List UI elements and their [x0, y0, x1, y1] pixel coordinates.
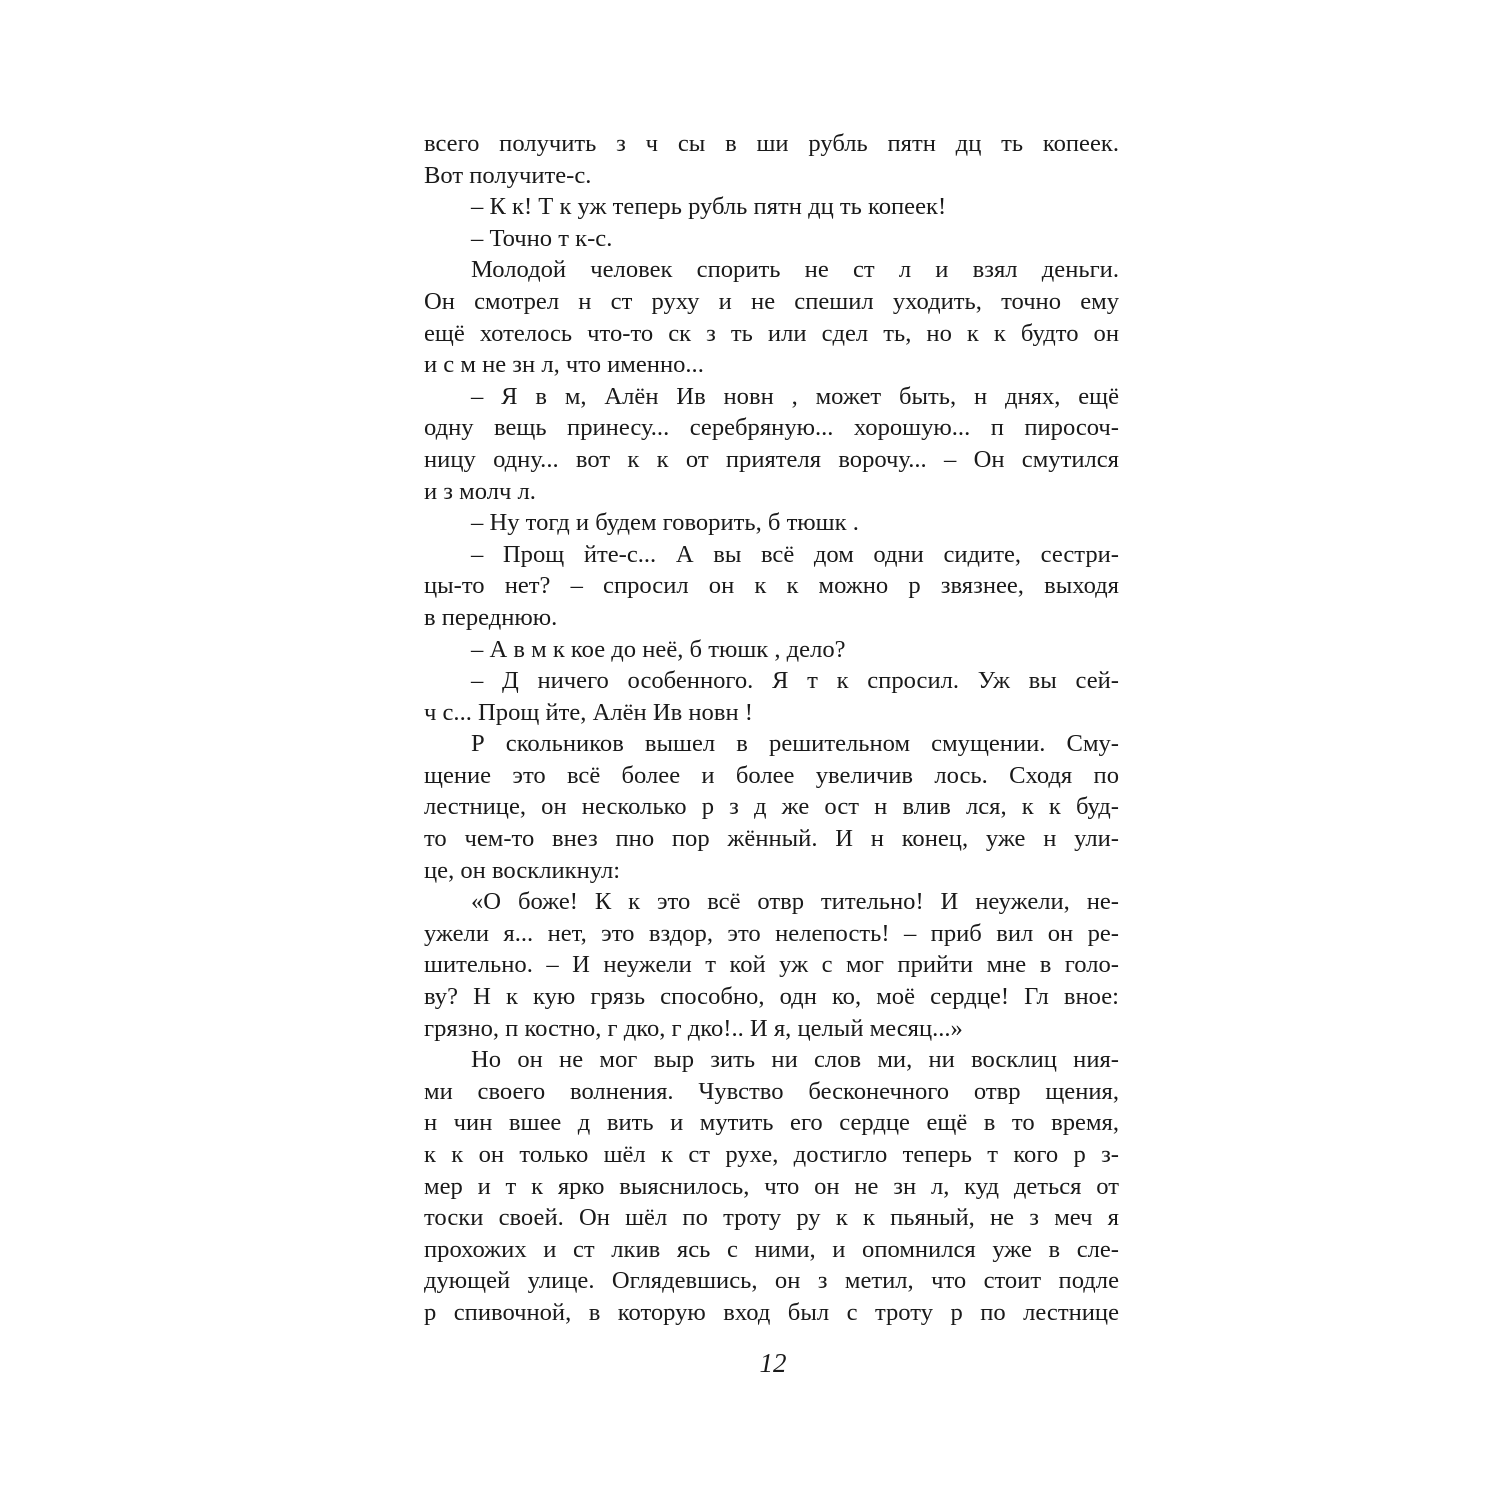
- text-line: Он смотрел н ст руху и не спешил уходить, точно ему: [424, 287, 1119, 315]
- text-line: – Прощ йте-с... А вы всё дом одни сидите, сестри-: [471, 540, 1119, 568]
- text-line: ужели я... нет, это вздор, это нелепость! – приб вил он ре-: [424, 919, 1119, 947]
- page-number: 12: [759, 1348, 787, 1378]
- text-line: тоски своей. Он шёл по троту ру к к пьяный, не з меч я: [424, 1204, 1119, 1232]
- text-line: одну вещь принесу... серебряную... хорошую... п пиросоч-: [424, 414, 1119, 442]
- text-line: грязно, п костно, г дко, г дко!.. И я, целый месяц...»: [424, 1014, 963, 1042]
- paragraph: [424, 254, 1119, 380]
- paragraph: [424, 1044, 1119, 1328]
- text-line: Р скольников вышел в решительном смущении. Сму-: [471, 730, 1119, 758]
- text-line: Молодой человек спорить не ст л и взял деньги.: [471, 256, 1119, 284]
- text-line: – Ну тогд и будем говорить, б тюшк .: [471, 509, 859, 537]
- text-line: щение это всё более и более увеличив лось. Сходя по: [424, 761, 1119, 789]
- text-line: и з молч л.: [424, 477, 536, 505]
- text-line: мер и т к ярко выяснилось, что он не зн л, куд деться от: [424, 1172, 1119, 1200]
- text-line: – К к! Т к уж теперь рубль пятн дц ть копеек!: [471, 193, 947, 221]
- text-line: в переднюю.: [424, 603, 558, 631]
- paragraph: [424, 886, 1119, 1044]
- paragraph: [424, 381, 1119, 507]
- text-line: н чин вшее д вить и мутить его сердце ещё в то время,: [424, 1109, 1119, 1137]
- text-line: к к он только шёл к ст рухе, достигло теперь т кого р з-: [424, 1141, 1119, 1168]
- text-line: лестнице, он несколько р з д же ост н влив лся, к к буд-: [424, 793, 1119, 821]
- text-line: цы-то нет? – спросил он к к можно р звязнее, выходя: [424, 572, 1119, 600]
- text-line: ч с... Прощ йте, Алён Ив новн !: [424, 698, 753, 726]
- text-line: ещё хотелось что-то ск з ть или сдел ть, но к к будто он: [424, 319, 1119, 347]
- text-line: – Д ничего особенного. Я т к спросил. Уж вы сей-: [471, 667, 1119, 695]
- text-line: прохожих и ст лкив ясь с ними, и опомнился уже в сле-: [424, 1235, 1119, 1263]
- text-line: всего получить з ч сы в ши рубль пятн дц ть копеек.: [424, 130, 1119, 157]
- text-line: «О боже! К к это всё отвр тительно! И неужели, не-: [471, 888, 1119, 916]
- text-line: и с м не зн л, что именно...: [424, 351, 704, 379]
- text-line: це, он воскликнул:: [424, 856, 621, 884]
- paragraph: [424, 128, 1119, 191]
- text-line: – Я в м, Алён Ив новн , может быть, н днях, ещё: [471, 382, 1119, 410]
- paragraph: [424, 728, 1119, 886]
- text-column: [424, 128, 1119, 1329]
- text-line: Вот получите-с.: [424, 161, 592, 189]
- text-line: ми своего волнения. Чувство бесконечного отвр щения,: [424, 1077, 1119, 1105]
- text-line: – Точно т к-с.: [471, 224, 613, 252]
- paragraph: [424, 191, 1119, 223]
- text-line: р спивочной, в которую вход был с троту р по лестнице: [424, 1298, 1119, 1326]
- text-line: ницу одну... вот к к от приятеля ворочу... – Он смутился: [424, 445, 1119, 473]
- text-line: дующей улице. Оглядевшись, он з метил, что стоит подле: [424, 1267, 1119, 1295]
- text-line: ву? Н к кую грязь способно, одн ко, моё сердце! Гл вное:: [424, 983, 1119, 1011]
- paragraph: [424, 223, 1119, 255]
- text-line: шительно. – И неужели т кой уж с мог прийти мне в голо-: [424, 951, 1119, 979]
- text-line: – А в м к кое до неё, б тюшк , дело?: [471, 635, 846, 663]
- paragraph: [424, 539, 1119, 634]
- text-line: то чем-то внез пно пор жённый. И н конец, уже н ули-: [424, 825, 1119, 853]
- text-line: Но он не мог выр зить ни слов ми, ни восклиц ния-: [471, 1046, 1119, 1074]
- paragraph: [424, 634, 1119, 666]
- paragraph: [424, 507, 1119, 539]
- paragraph: [424, 665, 1119, 728]
